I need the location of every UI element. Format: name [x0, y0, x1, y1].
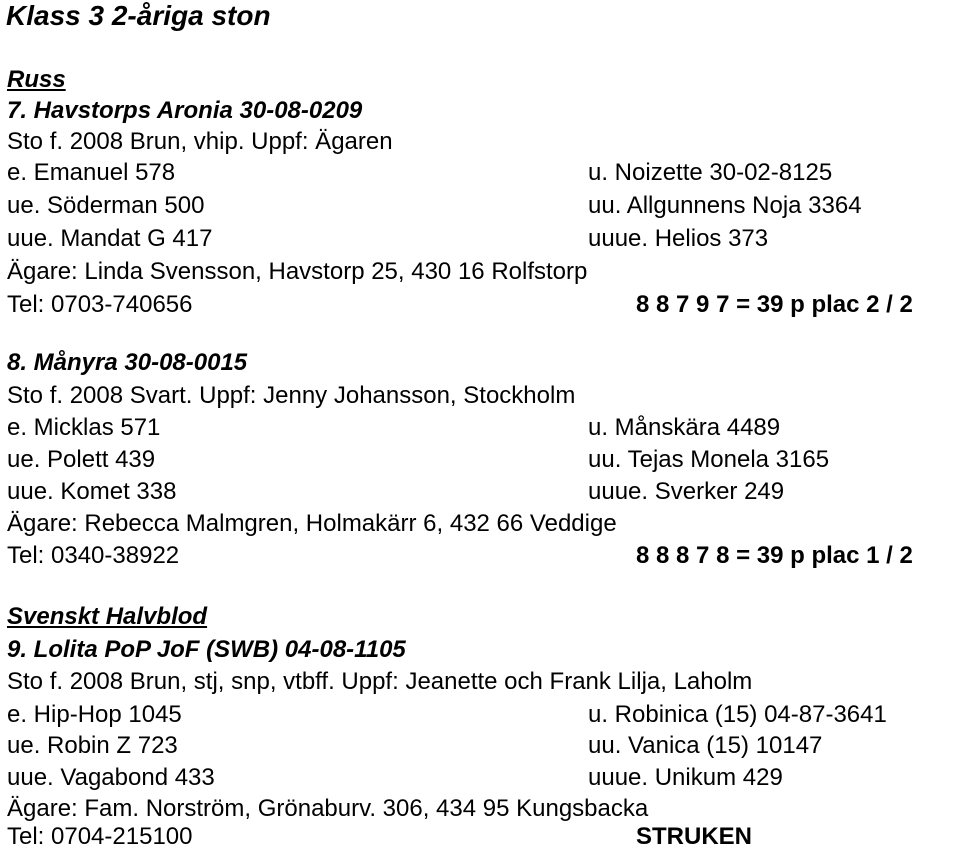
breed-heading-russ: Russ	[7, 66, 66, 93]
horse-name: 8. Månyra 30-08-0015	[7, 349, 248, 376]
pedigree-sire: e. Emanuel 578	[7, 159, 176, 186]
pedigree-great-granddam-sire: uuue. Unikum 429	[588, 764, 783, 791]
horse-description: Sto f. 2008 Brun, stj, snp, vtbff. Uppf: Jeanette och Frank Lilja, Laholm	[7, 668, 753, 695]
pedigree-granddam: uu. Vanica (15) 10147	[588, 732, 823, 759]
pedigree-dam: u. Robinica (15) 04-87-3641	[588, 701, 887, 728]
pedigree-dam: u. Månskära 4489	[588, 414, 781, 441]
phone-number: Tel: 0340-38922	[7, 542, 180, 569]
pedigree-sire: e. Micklas 571	[7, 414, 161, 441]
owner-info: Ägare: Rebecca Malmgren, Holmakärr 6, 432 66 Veddige	[7, 510, 617, 537]
score-result: 8 8 7 9 7 = 39 p plac 2 / 2	[636, 291, 913, 318]
horse-description: Sto f. 2008 Svart. Uppf: Jenny Johansson, Stockholm	[7, 382, 576, 409]
horse-description: Sto f. 2008 Brun, vhip. Uppf: Ägaren	[7, 128, 393, 155]
horse-name: 7. Havstorps Aronia 30-08-0209	[7, 97, 363, 124]
breed-heading-svenskt-halvblod: Svenskt Halvblod	[7, 603, 208, 630]
pedigree-great-granddam-sire: uuue. Helios 373	[588, 225, 769, 252]
page-title: Klass 3 2-åriga ston	[6, 0, 271, 31]
phone-number: Tel: 0704-215100	[7, 823, 193, 850]
pedigree-great-grandsire: uue. Mandat G 417	[7, 225, 213, 252]
pedigree-great-grandsire: uue. Komet 338	[7, 478, 177, 505]
horse-name: 9. Lolita PoP JoF (SWB) 04-08-1105	[7, 636, 406, 663]
pedigree-granddam: uu. Allgunnens Noja 3364	[588, 192, 862, 219]
phone-number: Tel: 0703-740656	[7, 291, 193, 318]
pedigree-grandsire: ue. Söderman 500	[7, 192, 205, 219]
pedigree-granddam: uu. Tejas Monela 3165	[588, 446, 830, 473]
pedigree-grandsire: ue. Polett 439	[7, 446, 156, 473]
struken-status: STRUKEN	[636, 823, 753, 850]
pedigree-dam: u. Noizette 30-02-8125	[588, 159, 833, 186]
owner-info: Ägare: Linda Svensson, Havstorp 25, 430 16 Rolfstorp	[7, 258, 588, 285]
owner-info: Ägare: Fam. Norström, Grönaburv. 306, 434 95 Kungsbacka	[7, 795, 649, 822]
pedigree-great-granddam-sire: uuue. Sverker 249	[588, 478, 785, 505]
pedigree-sire: e. Hip-Hop 1045	[7, 701, 182, 728]
pedigree-great-grandsire: uue. Vagabond 433	[7, 764, 215, 791]
score-result: 8 8 8 7 8 = 39 p plac 1 / 2	[636, 542, 913, 569]
pedigree-grandsire: ue. Robin Z 723	[7, 732, 178, 759]
